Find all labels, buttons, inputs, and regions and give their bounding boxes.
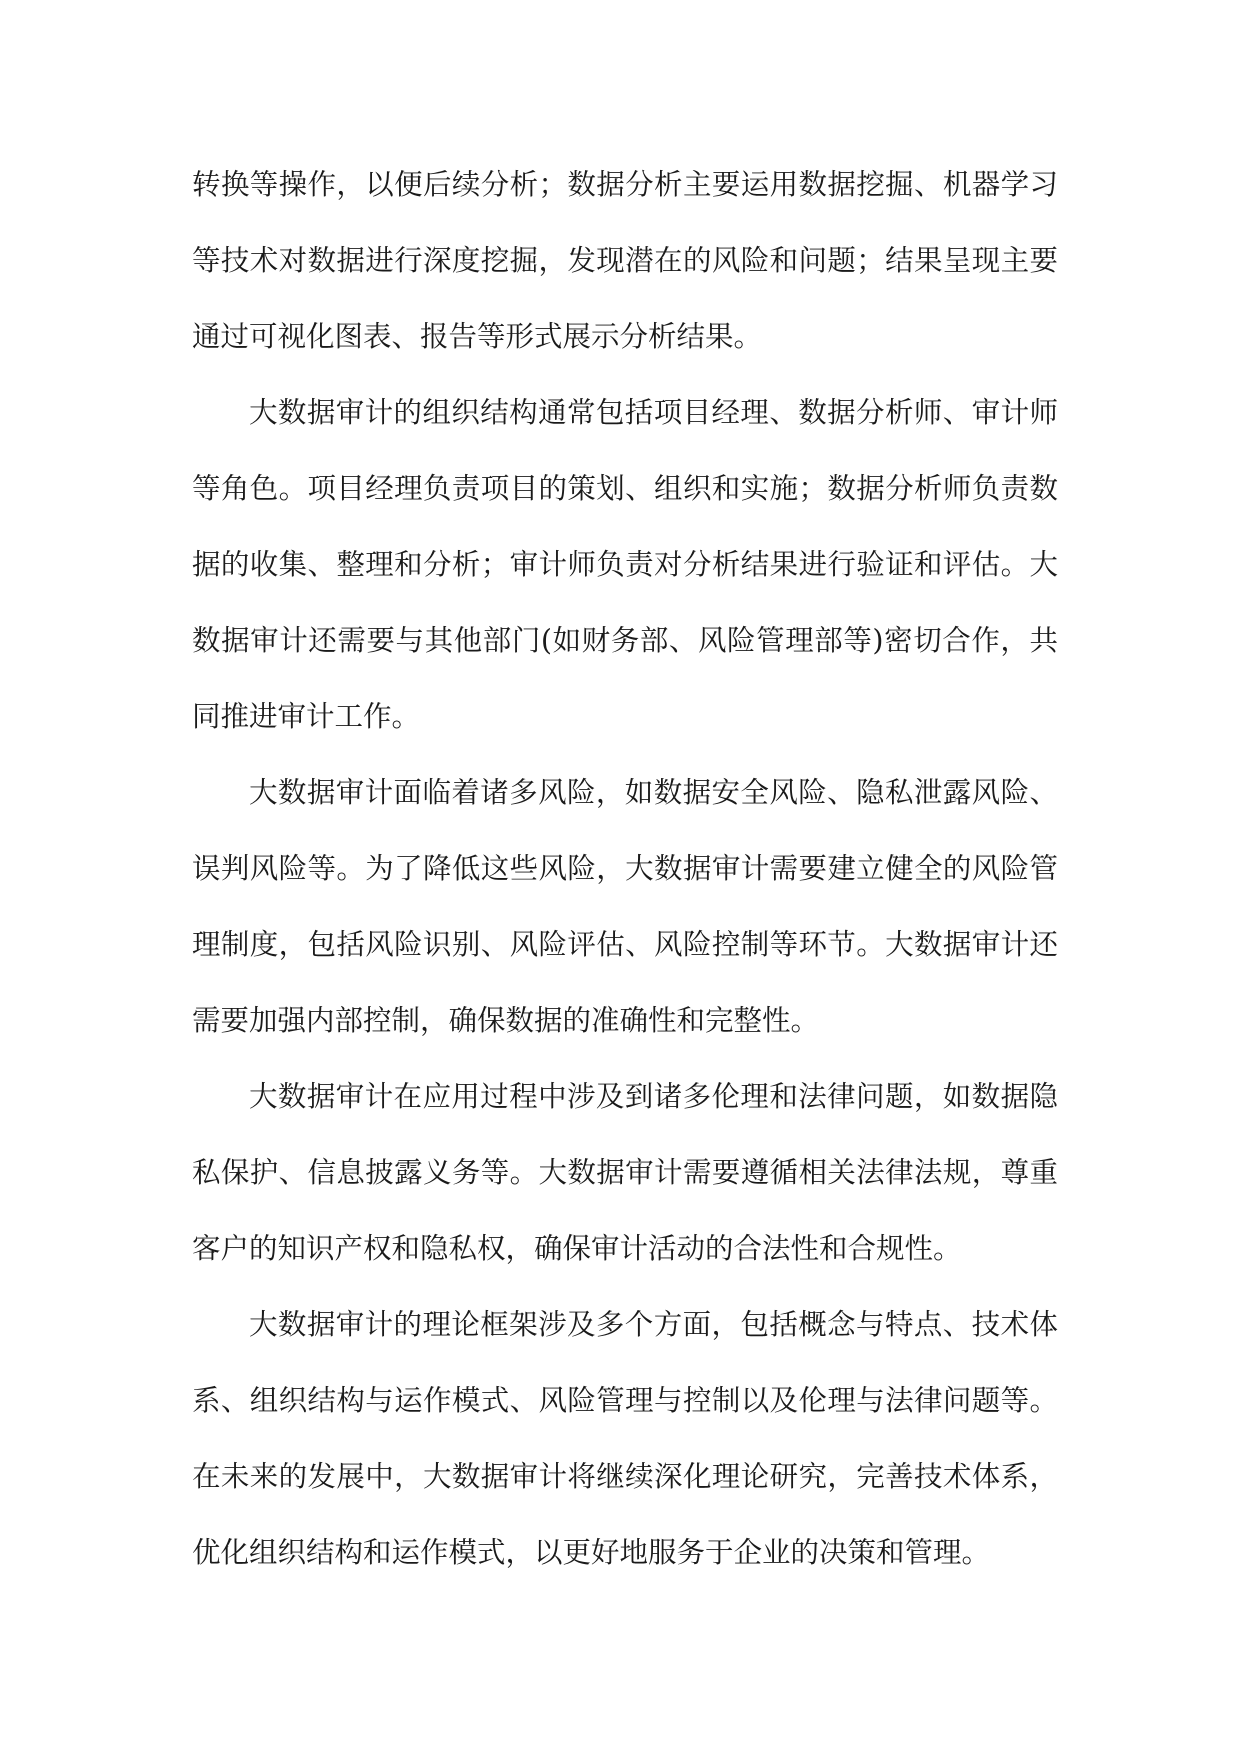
text-line: 数据审计还需要与其他部门(如财务部、风险管理部等)密切合作，共 bbox=[192, 624, 1058, 657]
text-line: 在未来的发展中，大数据审计将继续深化理论研究，完善技术体系， bbox=[192, 1460, 1058, 1493]
text-line: 大数据审计面临着诸多风险，如数据安全风险、隐私泄露风险、 bbox=[249, 776, 1058, 809]
text-line: 大数据审计在应用过程中涉及到诸多伦理和法律问题，如数据隐 bbox=[249, 1080, 1058, 1113]
text-line: 等技术对数据进行深度挖掘，发现潜在的风险和问题；结果呈现主要 bbox=[192, 244, 1058, 277]
text-line: 误判风险等。为了降低这些风险，大数据审计需要建立健全的风险管 bbox=[192, 852, 1058, 885]
text-line: 优化组织结构和运作模式，以更好地服务于企业的决策和管理。 bbox=[192, 1536, 991, 1569]
text-line: 转换等操作，以便后续分析；数据分析主要运用数据挖掘、机器学习 bbox=[192, 168, 1058, 201]
document-body bbox=[192, 147, 1058, 1591]
text-line: 需要加强内部控制，确保数据的准确性和完整性。 bbox=[192, 1004, 820, 1037]
text-line: 客户的知识产权和隐私权，确保审计活动的合法性和合规性。 bbox=[192, 1232, 962, 1265]
text-line: 私保护、信息披露义务等。大数据审计需要遵循相关法律法规，尊重 bbox=[192, 1156, 1058, 1189]
text-line: 系、组织结构与运作模式、风险管理与控制以及伦理与法律问题等。 bbox=[192, 1384, 1058, 1417]
text-line: 通过可视化图表、报告等形式展示分析结果。 bbox=[192, 320, 763, 353]
text-line: 大数据审计的理论框架涉及多个方面，包括概念与特点、技术体 bbox=[249, 1308, 1058, 1341]
text-line: 理制度，包括风险识别、风险评估、风险控制等环节。大数据审计还 bbox=[192, 928, 1058, 961]
text-line: 同推进审计工作。 bbox=[192, 700, 421, 733]
text-line: 据的收集、整理和分析；审计师负责对分析结果进行验证和评估。大 bbox=[192, 548, 1058, 581]
text-line: 等角色。项目经理负责项目的策划、组织和实施；数据分析师负责数 bbox=[192, 472, 1058, 505]
text-line: 大数据审计的组织结构通常包括项目经理、数据分析师、审计师 bbox=[249, 396, 1058, 429]
